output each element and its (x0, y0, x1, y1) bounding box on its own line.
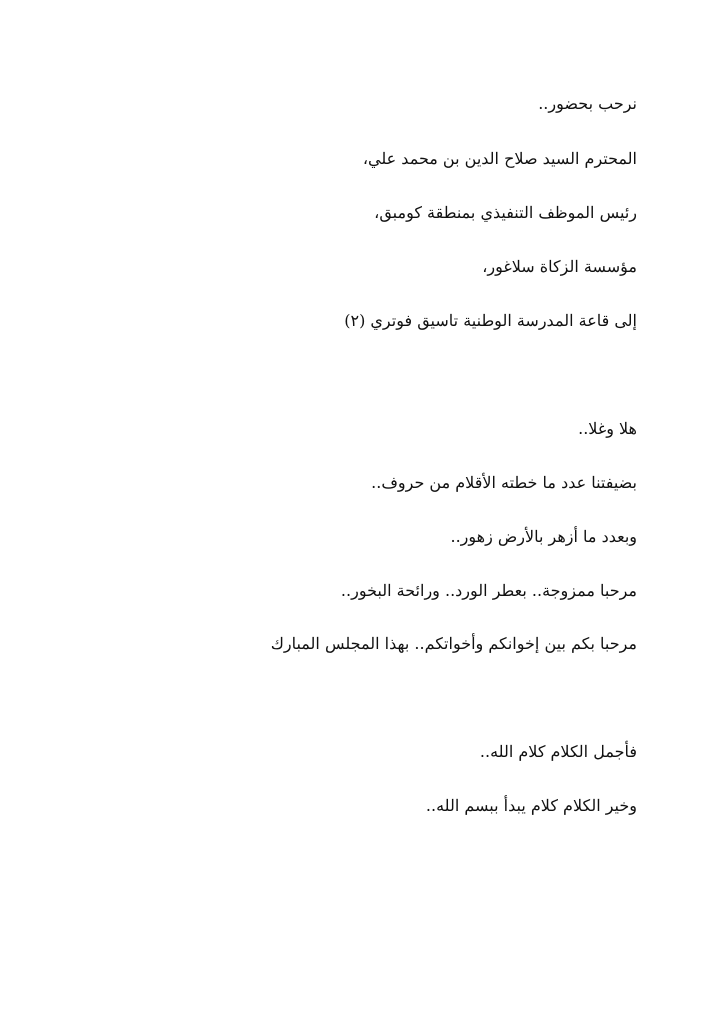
text-line: هلا وغلا.. (578, 419, 637, 438)
text-line: نرحب بحضور.. (538, 94, 637, 113)
text-line: مرحبا ممزوجة.. بعطر الورد.. ورائحة البخور.. (340, 581, 637, 600)
text-line: مرحبا بكم بين إخوانكم وأخواتكم.. بهذا المجلس المبارك (270, 634, 637, 653)
text-line: فأجمل الكلام كلام الله.. (479, 742, 637, 761)
text-line: رئيس الموظف التنفيذي بمنطقة كومبق، (374, 203, 637, 222)
text-line: إلى قاعة المدرسة الوطنية تاسيق فوتري (٢) (344, 311, 637, 330)
text-line: وخير الكلام كلام يبدأ ببسم الله.. (425, 796, 637, 815)
text-line: مؤسسة الزكاة سلاغور، (482, 257, 637, 276)
text-line: وبعدد ما أزهر بالأرض زهور.. (450, 527, 637, 546)
text-line: المحترم السيد صلاح الدين بن محمد علي، (362, 149, 637, 168)
text-line: بضيفتنا عدد ما خطته الأقلام من حروف.. (371, 473, 637, 492)
